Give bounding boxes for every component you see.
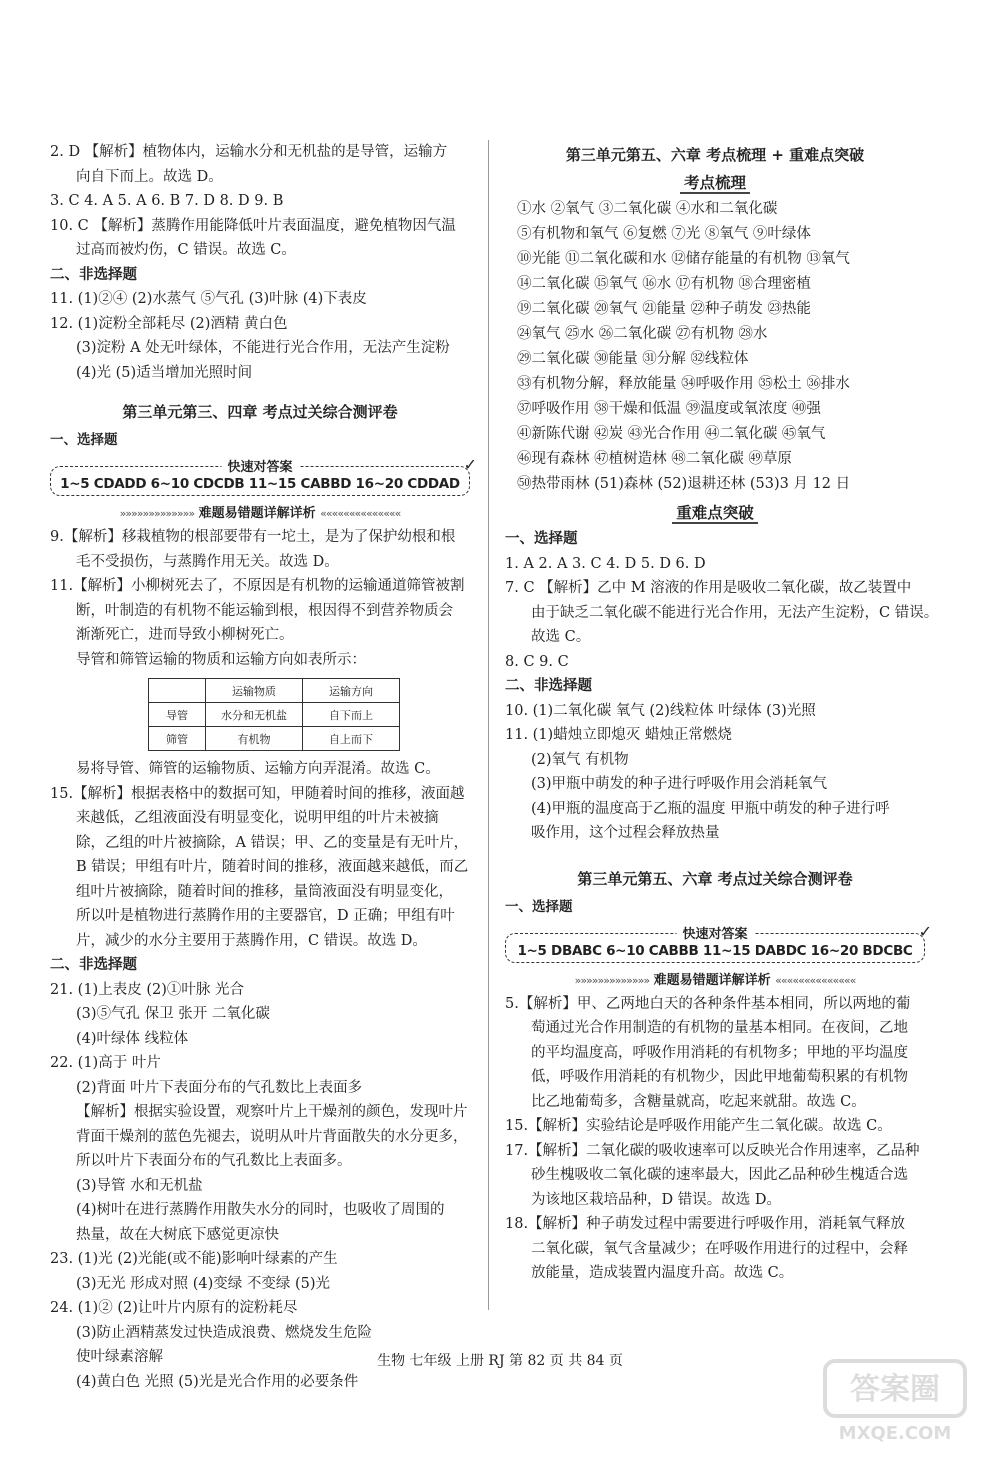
text-line: 吸作用，这个过程会释放热量 — [531, 825, 720, 841]
text-line: 24. (1)② (2)让叶片内原有的淀粉耗尽 — [50, 1300, 298, 1316]
check-icon: ✓ — [918, 921, 932, 941]
quick-answer-text: 1~5 CDADD 6~10 CDCDB 11~15 CABBD 16~20 CDDAD — [60, 476, 460, 492]
svg-text:MXQE.COM: MXQE.COM — [838, 1423, 952, 1444]
table-cell: 水分和无机盐 — [206, 703, 303, 727]
text-line: 10. (1)二氧化碳 氧气 (2)线粒体 叶绿体 (3)光照 — [505, 702, 816, 719]
text-line: 二、非选择题 — [505, 678, 592, 694]
section-title: 第三单元第五、六章 考点梳理 + 重难点突破 — [565, 146, 865, 164]
subsection-title: 考点梳理 — [505, 171, 925, 193]
text-line: ⑲二氧化碳 ⑳氧气 ㉑能量 ㉒种子萌发 ㉓热能 — [517, 301, 811, 317]
table-cell: 筛管 — [149, 727, 206, 751]
subsection-title: 重难点突破 — [505, 501, 925, 523]
text-line: ㉙二氧化碳 ㉚能量 ㉛分解 ㉜线粒体 — [517, 351, 749, 367]
table-cell: 自下而上 — [303, 703, 400, 727]
text-line: 萄通过光合作用制造的有机物的量基本相同。在夜间，乙地 — [531, 1020, 908, 1036]
answer-block-3 — [50, 757, 470, 1394]
quick-answer-box — [505, 921, 932, 963]
text-line: 23. (1)光 (2)光能(或不能)影响叶绿素的产生 — [50, 1251, 338, 1267]
text-line: 2. D 【解析】植物体内，运输水分和无机盐的是导管，运输方 — [50, 144, 448, 160]
text-line: ①水 ②氧气 ③二氧化碳 ④水和二氧化碳 — [517, 201, 778, 217]
text-line: (2)背面 叶片下表面分布的气孔数比上表面多 — [76, 1079, 363, 1096]
text-line: 断，叶制造的有机物不能运输到根，根因得不到营养物质会 — [76, 602, 453, 619]
text-line: 1. A 2. A 3. C 4. D 5. D 6. D — [505, 555, 706, 572]
text-line: 二、非选择题 — [50, 266, 137, 283]
text-line: 过高而被灼伤，C 错误。故选 C。 — [76, 242, 296, 258]
text-line: ⑤有机物和氧气 ⑥复燃 ⑦光 ⑧氧气 ⑨叶绿体 — [517, 226, 811, 242]
text-line: 3. C 4. A 5. A 6. B 7. D 8. D 9. B — [50, 193, 284, 209]
right-column — [505, 140, 939, 1286]
text-line: B 错误；甲组有叶片，随着时间的推移，液面越来越低，而乙 — [76, 859, 469, 875]
column-divider — [488, 140, 489, 1310]
text-line: 11.【解析】小柳树死去了，不原因是有机物的运输通道筛管被割 — [50, 578, 465, 594]
text-line: 18.【解析】种子萌发过程中需要进行呼吸作用，消耗氧气释放 — [505, 1216, 906, 1232]
text-line: ㊲呼吸作用 ㊳干燥和低温 ㊴温度或氧浓度 ㊵强 — [517, 401, 821, 417]
text-line: 使叶绿素溶解 — [76, 1349, 163, 1365]
text-line: 故选 C。 — [531, 629, 591, 645]
text-line: 所以叶是植物进行蒸腾作用的主要器官，D 正确；甲组有叶 — [76, 908, 455, 924]
text-line: ㉝有机物分解，释放能量 ㉞呼吸作用 ㉟松土 ㊱排水 — [517, 376, 850, 392]
text-line: (3)甲瓶中萌发的种子进行呼吸作用会消耗氧气 — [531, 776, 828, 792]
table-cell: 有机物 — [206, 727, 303, 751]
table-cell — [149, 679, 206, 703]
text-line: 17.【解析】二氧化碳的吸收速率可以反映光合作用速率，乙品种 — [505, 1142, 920, 1159]
text-line: (4)叶绿体 线粒体 — [76, 1030, 189, 1047]
text-line: 易将导管、筛管的运输物质、运输方向弄混淆。故选 C。 — [76, 761, 440, 777]
section-heading: 一、选择题 — [505, 898, 573, 915]
text-line: 热量，故在大树底下感觉更凉快 — [76, 1226, 279, 1243]
detail-heading: »»»»»»»»»»»»» 难题易错题详解详析 «««««««««««««« — [119, 506, 401, 521]
text-line: 一、选择题 — [505, 531, 578, 547]
text-line: 11. (1)②④ (2)水蒸气 ⑤气孔 (3)叶脉 (4)下表皮 — [50, 291, 367, 307]
table-cell: 运输方向 — [303, 679, 400, 703]
section-title: 第三单元第三、四章 考点过关综合测评卷 — [122, 403, 398, 421]
text-line: 10. C 【解析】蒸腾作用能降低叶片表面温度，避免植物因气温 — [50, 217, 456, 234]
answer-block-2 — [505, 527, 939, 846]
text-line: 渐渐死亡，进而导致小柳树死亡。 — [76, 627, 294, 643]
text-line: (3)防止酒精蒸发过快造成浪费、燃烧发生危险 — [76, 1324, 373, 1341]
text-line: (4)黄白色 光照 (5)光是光合作用的必要条件 — [76, 1373, 359, 1390]
text-line: 9.【解析】移栽植物的根部要带有一坨土，是为了保护幼根和根 — [50, 529, 456, 545]
text-line: 组叶片被摘除，随着时间的推移，量筒液面没有明显变化， — [76, 883, 453, 900]
detail-heading: »»»»»»»»»»»»» 难题易错题详解详析 «««««««««««««« — [574, 972, 856, 988]
text-line: ㉔氧气 ㉕水 ㉖二氧化碳 ㉗有机物 ㉘水 — [517, 326, 768, 342]
table-row — [149, 703, 400, 727]
text-line: 8. C 9. C — [505, 653, 569, 670]
text-line: 比乙地葡萄多，含糖量就高，吃起来就甜。故选 C。 — [531, 1093, 866, 1110]
text-line: (3)淀粉 A 处无叶绿体，不能进行光合作用，无法产生淀粉 — [76, 340, 450, 356]
left-column — [50, 140, 477, 1394]
svg-text:答案圈: 答案圈 — [850, 1372, 940, 1407]
text-line: 放能量，造成装置内温度升高。故选 C。 — [531, 1265, 794, 1281]
text-line: (3)无光 形成对照 (4)变绿 不变绿 (5)光 — [76, 1275, 331, 1292]
text-line: 低，呼吸作用消耗的有机物少，因此甲地葡萄积累的有机物 — [531, 1069, 908, 1085]
chevron-icon: »»»»»»»»»»»»» — [574, 973, 650, 987]
text-line: 背面干燥剂的蓝色先褪去，说明从叶片背面散失的水分更多， — [76, 1128, 468, 1145]
section-title: 第三单元第五、六章 考点过关综合测评卷 — [577, 869, 853, 888]
page-footer: 生物 七年级 上册 RJ 第 82 页 共 84 页 — [377, 1353, 623, 1369]
quick-answer-box — [50, 455, 477, 496]
key-points-list — [505, 197, 925, 497]
text-line: (2)氧气 有机物 — [531, 751, 629, 768]
answer-block-1 — [50, 140, 470, 385]
text-line: 导管和筛管运输的物质和运输方向如表所示： — [76, 651, 366, 668]
table-cell: 运输物质 — [206, 679, 303, 703]
text-line: 21. (1)上表皮 (2)①叶脉 光合 — [50, 981, 244, 998]
text-line: 除，乙组的叶片被摘除，A 错误；甲、乙的变量是有无叶片， — [76, 834, 469, 851]
text-line: (4)甲瓶的温度高于乙瓶的温度 甲瓶中萌发的种子进行呼 — [531, 800, 890, 817]
chevron-icon: »»»»»»»»»»»»» — [119, 507, 195, 520]
text-line: 来越低，乙组液面没有明显变化，说明甲组的叶片未被摘 — [76, 810, 439, 826]
text-line: ⑭二氧化碳 ⑮氧气 ⑯水 ⑰有机物 ⑱合理密植 — [517, 276, 811, 292]
chevron-icon: «««««««««««««« — [775, 973, 856, 987]
watermark-logo — [815, 1351, 975, 1451]
text-line: 砂生槐吸收二氧化碳的速率最大，因此乙品种砂生槐适合选 — [531, 1167, 908, 1183]
table-cell: 导管 — [149, 703, 206, 727]
text-line: 毛不受损伤，与蒸腾作用无关。故选 D。 — [76, 553, 339, 570]
text-line: 5.【解析】甲、乙两地白天的各种条件基本相同，所以两地的葡 — [505, 995, 911, 1012]
transport-table — [148, 678, 400, 751]
chevron-icon: «««««««««««««« — [320, 507, 401, 520]
text-line: 为该地区栽培品种，D 错误。故选 D。 — [531, 1191, 781, 1208]
check-icon: ✓ — [463, 455, 477, 474]
table-row — [149, 727, 400, 751]
text-line: 由于缺乏二氧化碳不能进行光合作用，无法产生淀粉，C 错误。 — [531, 604, 939, 621]
text-line: 22. (1)高于 叶片 — [50, 1055, 161, 1071]
text-line: 所以叶片下表面分布的气孔数比上表面多。 — [76, 1153, 352, 1169]
text-line: ㊶新陈代谢 ㊷炭 ㊸光合作用 ㊹二氧化碳 ㊺氧气 — [517, 426, 826, 442]
text-line: ㊻现有森林 ㊼植树造林 ㊽二氧化碳 ㊾草原 — [517, 451, 792, 467]
text-line: ⑩光能 ⑪二氧化碳和水 ⑫储存能量的有机物 ⑬氧气 — [517, 251, 850, 267]
answer-block-3 — [505, 992, 925, 1286]
text-line: ㊿热带雨林 (51)森林 (52)退耕还林 (53)3 月 12 日 — [517, 476, 851, 492]
text-line: 11. (1)蜡烛立即熄灭 蜡烛正常燃烧 — [505, 727, 732, 743]
text-line: (3)导管 水和无机盐 — [76, 1177, 203, 1194]
text-line: (4)光 (5)适当增加光照时间 — [76, 364, 253, 381]
section-heading: 一、选择题 — [50, 432, 118, 448]
text-line: 的平均温度高，呼吸作用消耗的有机物多；甲地的平均温度 — [531, 1044, 908, 1061]
quick-answer-text: 1~5 DBABC 6~10 CABBB 11~15 DABDC 16~20 BDCBC — [517, 942, 913, 959]
quick-answer-title: 快速对答案 — [676, 923, 753, 942]
text-line: 向自下而上。故选 D。 — [76, 168, 223, 185]
text-line: 15.【解析】实验结论是呼吸作用能产生二氧化碳。故选 C。 — [505, 1118, 892, 1134]
text-line: 15.【解析】根据表格中的数据可知，甲随着时间的推移，液面越 — [50, 785, 465, 802]
text-line: 片，减少的水分主要用于蒸腾作用，C 错误。故选 D。 — [76, 932, 427, 949]
table-row — [149, 679, 400, 703]
quick-answer-title: 快速对答案 — [221, 456, 298, 475]
text-line: (3)⑤气孔 保卫 张开 二氧化碳 — [76, 1006, 270, 1022]
text-line: 【解析】根据实验设置，观察叶片上干燥剂的颜色，发现叶片 — [76, 1104, 468, 1120]
table-cell: 自上而下 — [303, 727, 400, 751]
text-line: 二、非选择题 — [50, 957, 137, 973]
text-line: 二氧化碳，氧气含量减少；在呼吸作用进行的过程中，会释 — [531, 1240, 908, 1257]
text-line: 12. (1)淀粉全部耗尽 (2)酒精 黄白色 — [50, 315, 288, 332]
text-line: (4)树叶在进行蒸腾作用散失水分的同时，也吸收了周围的 — [76, 1202, 445, 1218]
answer-block-2 — [50, 525, 470, 672]
text-line: 7. C 【解析】乙中 M 溶液的作用是吸收二氧化碳，故乙装置中 — [505, 580, 912, 596]
